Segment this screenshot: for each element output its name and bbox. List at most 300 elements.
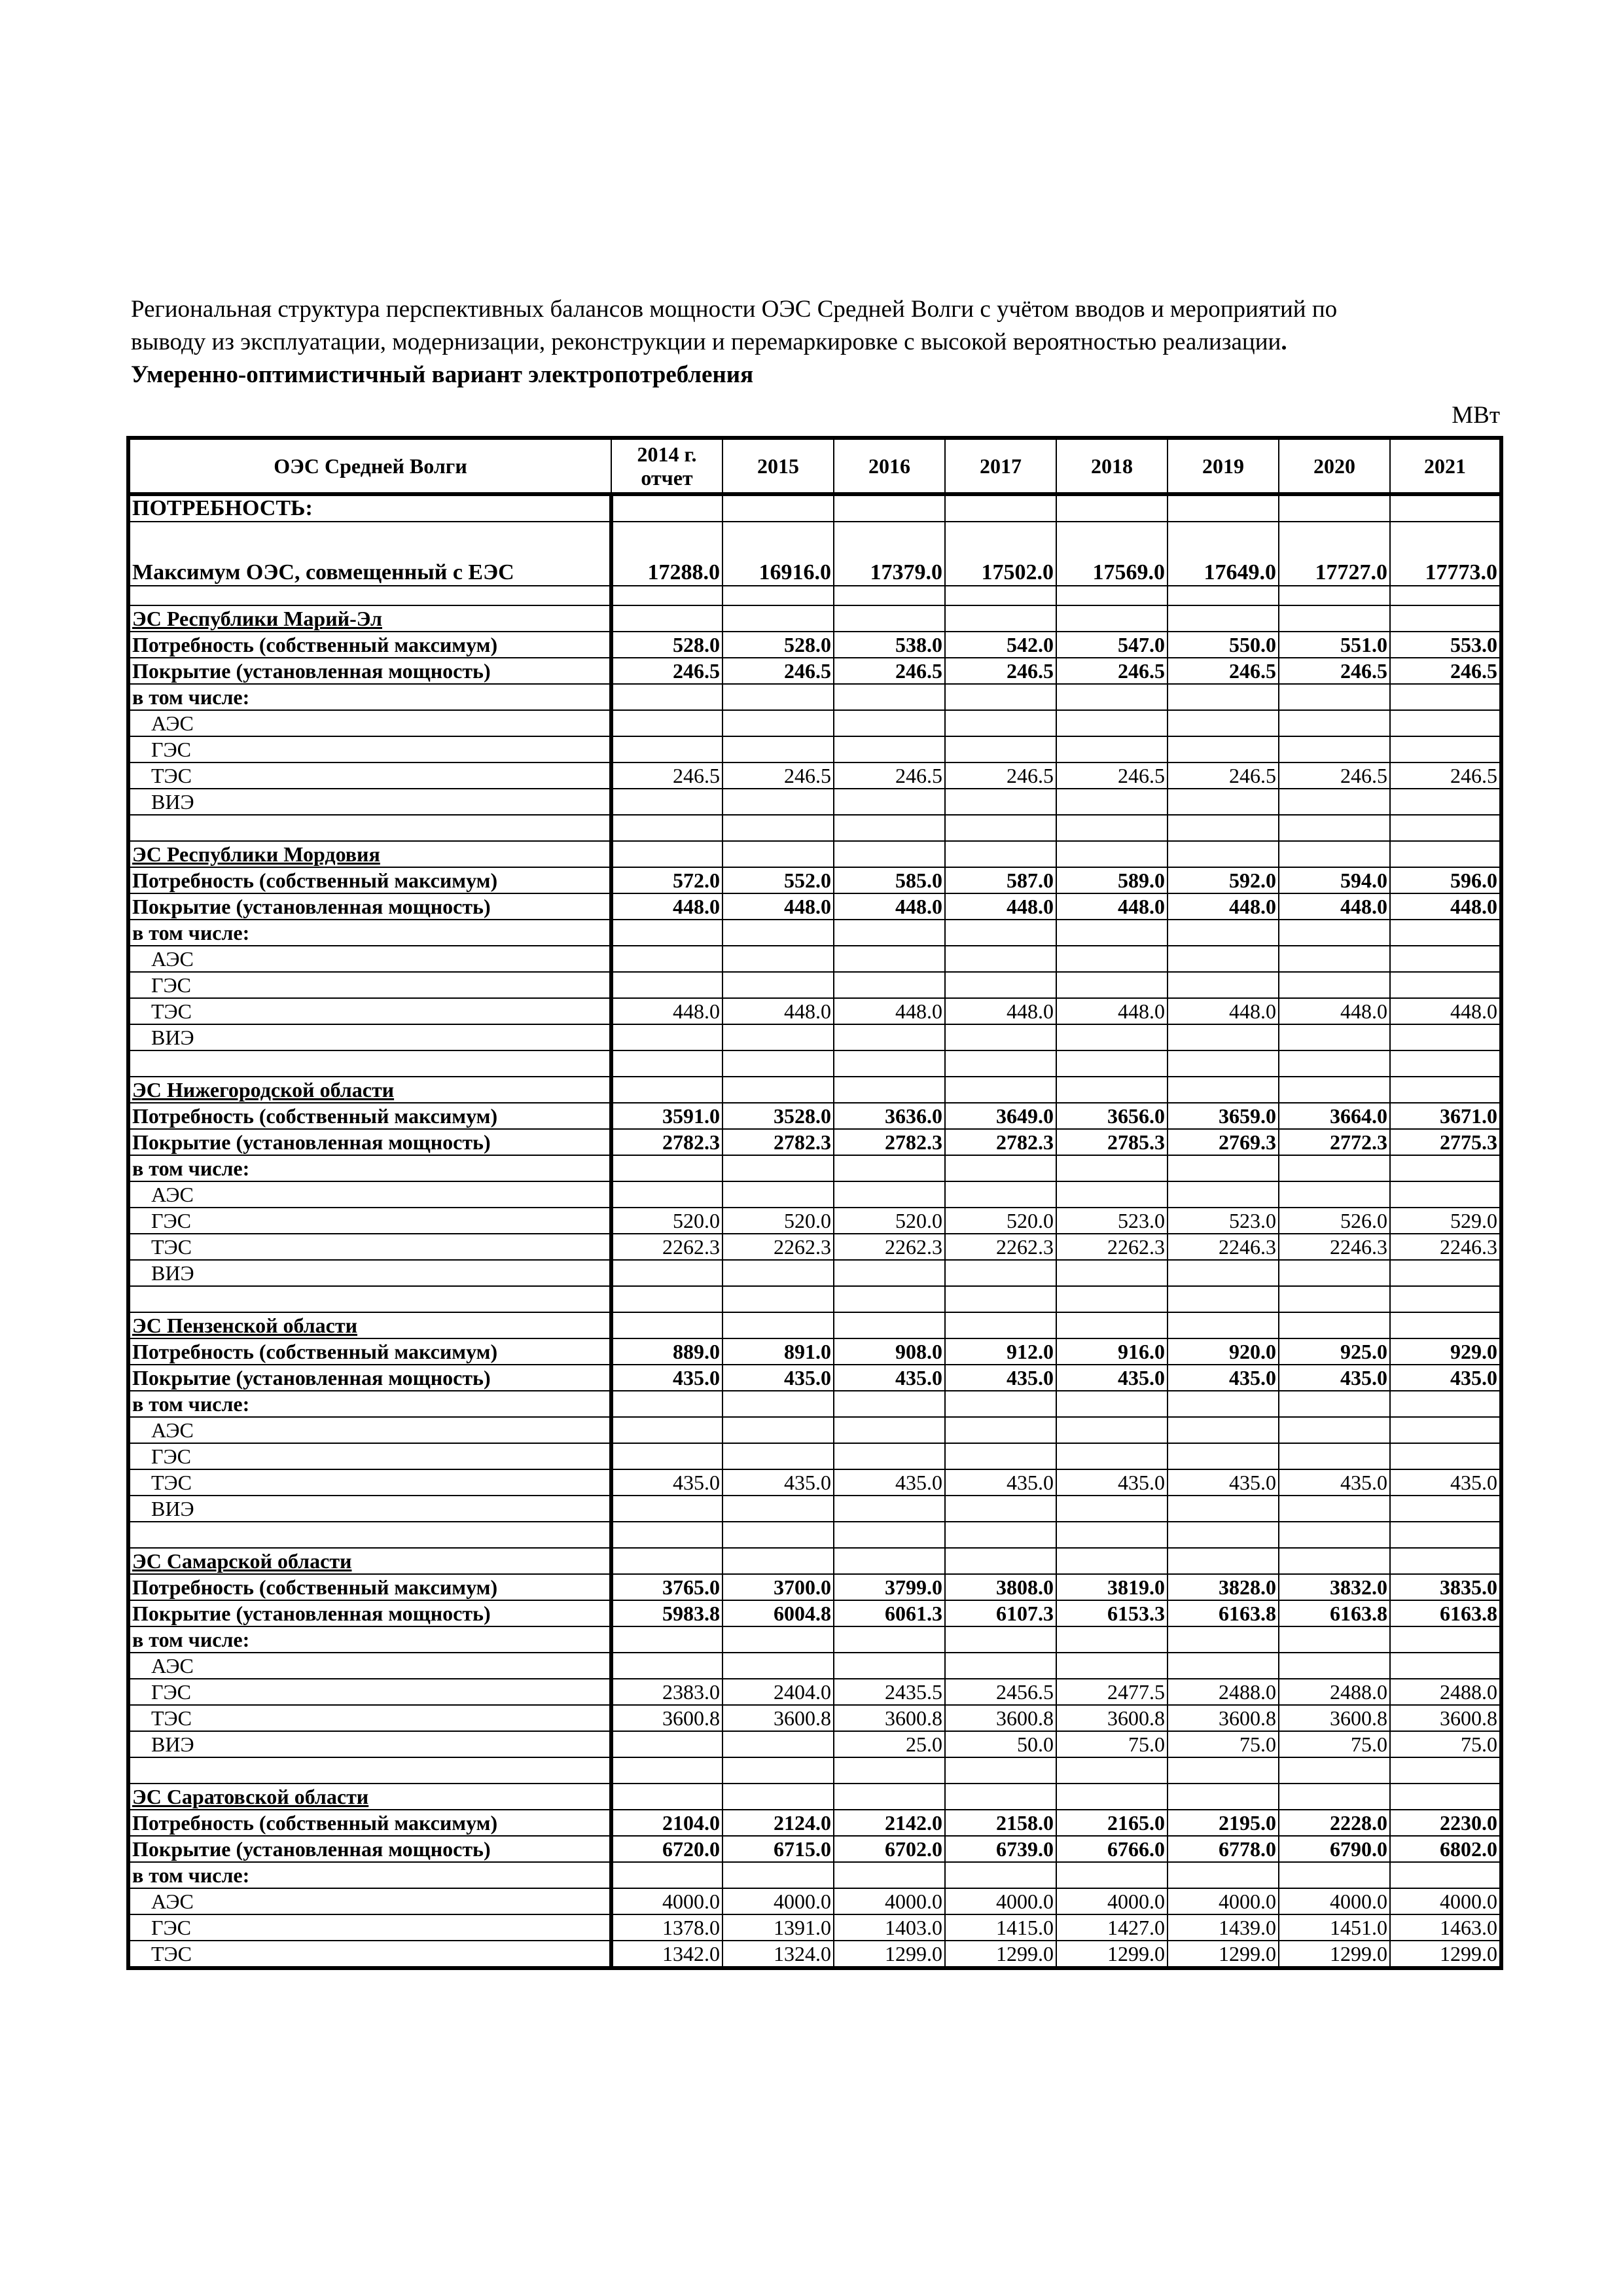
value-cell bbox=[945, 789, 1056, 815]
value-cell: 17379.0 bbox=[834, 522, 945, 586]
row-label: в том числе: bbox=[128, 1862, 611, 1888]
value-cell: 6004.8 bbox=[722, 1600, 834, 1626]
capacity-balance-table bbox=[126, 436, 1503, 1970]
value-cell: 6778.0 bbox=[1168, 1836, 1279, 1862]
value-cell bbox=[1279, 1548, 1390, 1574]
row-label: АЭС bbox=[128, 1653, 611, 1679]
value-cell: 2775.3 bbox=[1390, 1129, 1501, 1155]
value-cell bbox=[1168, 946, 1279, 972]
value-cell bbox=[1168, 1024, 1279, 1050]
value-cell: 3600.8 bbox=[834, 1705, 945, 1731]
value-cell bbox=[611, 1260, 722, 1286]
value-cell bbox=[722, 789, 834, 815]
value-cell bbox=[1279, 1260, 1390, 1286]
value-cell: 6766.0 bbox=[1056, 1836, 1168, 1862]
value-cell: 587.0 bbox=[945, 867, 1056, 893]
table-row bbox=[128, 1522, 1501, 1548]
value-cell: 3835.0 bbox=[1390, 1574, 1501, 1600]
value-cell bbox=[1390, 1784, 1501, 1810]
value-cell bbox=[1390, 1155, 1501, 1181]
value-cell: 526.0 bbox=[1279, 1208, 1390, 1234]
value-cell: 3671.0 bbox=[1390, 1103, 1501, 1129]
table-row bbox=[128, 1417, 1501, 1443]
value-cell: 4000.0 bbox=[1390, 1888, 1501, 1914]
value-cell bbox=[945, 1050, 1056, 1077]
table-row bbox=[128, 1469, 1501, 1496]
value-cell: 542.0 bbox=[945, 632, 1056, 658]
value-cell bbox=[1279, 1626, 1390, 1653]
value-cell: 6715.0 bbox=[722, 1836, 834, 1862]
value-cell bbox=[1056, 586, 1168, 605]
value-cell: 246.5 bbox=[1279, 762, 1390, 789]
table-row bbox=[128, 1679, 1501, 1705]
row-label: Потребность (собственный максимум) bbox=[128, 1338, 611, 1365]
row-label: ЭС Республики Марий-Эл bbox=[128, 605, 611, 632]
table-row bbox=[128, 494, 1501, 522]
value-cell bbox=[834, 1155, 945, 1181]
value-cell bbox=[722, 1784, 834, 1810]
value-cell: 3765.0 bbox=[611, 1574, 722, 1600]
row-label: в том числе: bbox=[128, 920, 611, 946]
value-cell: 2246.3 bbox=[1279, 1234, 1390, 1260]
value-cell bbox=[1390, 1050, 1501, 1077]
row-label: ВИЭ bbox=[128, 789, 611, 815]
value-cell: 16916.0 bbox=[722, 522, 834, 586]
caption-line-2-text: выводу из эксплуатации, модернизации, реконструкции и перемаркировке с высокой вероятностью реализации bbox=[131, 329, 1281, 355]
table-row bbox=[128, 522, 1501, 586]
value-cell bbox=[722, 1024, 834, 1050]
row-label: ЭС Саратовской области bbox=[128, 1784, 611, 1810]
value-cell bbox=[834, 815, 945, 841]
header-cell-year: 2020 bbox=[1279, 438, 1390, 494]
value-cell: 4000.0 bbox=[1168, 1888, 1279, 1914]
row-label: Покрытие (установленная мощность) bbox=[128, 1600, 611, 1626]
value-cell: 448.0 bbox=[722, 893, 834, 920]
value-cell: 2488.0 bbox=[1390, 1679, 1501, 1705]
value-cell bbox=[945, 1024, 1056, 1050]
value-cell bbox=[1056, 1496, 1168, 1522]
value-cell bbox=[1390, 841, 1501, 867]
value-cell: 2246.3 bbox=[1390, 1234, 1501, 1260]
value-cell bbox=[1279, 710, 1390, 736]
row-label: ТЭС bbox=[128, 1469, 611, 1496]
table-row bbox=[128, 1888, 1501, 1914]
value-cell bbox=[611, 1548, 722, 1574]
value-cell bbox=[1390, 1181, 1501, 1208]
value-cell: 4000.0 bbox=[1279, 1888, 1390, 1914]
value-cell bbox=[611, 1391, 722, 1417]
value-cell bbox=[611, 1626, 722, 1653]
value-cell: 3664.0 bbox=[1279, 1103, 1390, 1129]
value-cell bbox=[611, 1757, 722, 1784]
value-cell bbox=[834, 1050, 945, 1077]
value-cell: 1299.0 bbox=[1056, 1941, 1168, 1968]
value-cell bbox=[611, 1443, 722, 1469]
value-cell bbox=[1390, 494, 1501, 522]
value-cell: 25.0 bbox=[834, 1731, 945, 1757]
value-cell bbox=[722, 1260, 834, 1286]
value-cell bbox=[1390, 1496, 1501, 1522]
table-row bbox=[128, 1155, 1501, 1181]
row-label: Покрытие (установленная мощность) bbox=[128, 1129, 611, 1155]
value-cell: 3659.0 bbox=[1168, 1103, 1279, 1129]
value-cell: 538.0 bbox=[834, 632, 945, 658]
value-cell: 589.0 bbox=[1056, 867, 1168, 893]
row-label: ТЭС bbox=[128, 998, 611, 1024]
value-cell bbox=[1279, 1312, 1390, 1338]
value-cell: 3808.0 bbox=[945, 1574, 1056, 1600]
value-cell bbox=[722, 684, 834, 710]
value-cell: 6107.3 bbox=[945, 1600, 1056, 1626]
value-cell: 50.0 bbox=[945, 1731, 1056, 1757]
value-cell bbox=[1279, 1050, 1390, 1077]
value-cell bbox=[722, 586, 834, 605]
value-cell bbox=[1168, 1155, 1279, 1181]
value-cell: 4000.0 bbox=[722, 1888, 834, 1914]
row-label: ГЭС bbox=[128, 1679, 611, 1705]
value-cell bbox=[1168, 1784, 1279, 1810]
value-cell: 3649.0 bbox=[945, 1103, 1056, 1129]
value-cell bbox=[1168, 1548, 1279, 1574]
value-cell bbox=[945, 710, 1056, 736]
value-cell bbox=[1279, 586, 1390, 605]
table-row bbox=[128, 1260, 1501, 1286]
value-cell bbox=[1390, 1862, 1501, 1888]
table-row bbox=[128, 1914, 1501, 1941]
value-cell: 448.0 bbox=[1279, 893, 1390, 920]
row-label: ГЭС bbox=[128, 972, 611, 998]
value-cell: 6720.0 bbox=[611, 1836, 722, 1862]
value-cell bbox=[722, 1496, 834, 1522]
value-cell bbox=[1056, 1050, 1168, 1077]
value-cell: 246.5 bbox=[1168, 658, 1279, 684]
value-cell: 435.0 bbox=[1279, 1469, 1390, 1496]
value-cell: 929.0 bbox=[1390, 1338, 1501, 1365]
value-cell: 3700.0 bbox=[722, 1574, 834, 1600]
value-cell: 2785.3 bbox=[1056, 1129, 1168, 1155]
value-cell bbox=[722, 1417, 834, 1443]
value-cell: 550.0 bbox=[1168, 632, 1279, 658]
value-cell bbox=[1168, 1312, 1279, 1338]
value-cell bbox=[834, 920, 945, 946]
value-cell bbox=[1056, 1286, 1168, 1312]
value-cell bbox=[611, 920, 722, 946]
value-cell: 448.0 bbox=[945, 893, 1056, 920]
value-cell bbox=[1390, 1417, 1501, 1443]
value-cell bbox=[1056, 1312, 1168, 1338]
value-cell bbox=[1168, 1757, 1279, 1784]
value-cell bbox=[722, 1731, 834, 1757]
value-cell: 448.0 bbox=[611, 893, 722, 920]
value-cell bbox=[722, 1522, 834, 1548]
value-cell bbox=[1279, 736, 1390, 762]
value-cell bbox=[945, 1443, 1056, 1469]
value-cell: 6739.0 bbox=[945, 1836, 1056, 1862]
table-body bbox=[128, 494, 1501, 1968]
value-cell bbox=[834, 1260, 945, 1286]
value-cell: 3528.0 bbox=[722, 1103, 834, 1129]
value-cell bbox=[1056, 1391, 1168, 1417]
value-cell: 448.0 bbox=[1390, 893, 1501, 920]
value-cell bbox=[611, 1784, 722, 1810]
row-label: в том числе: bbox=[128, 1391, 611, 1417]
table-row bbox=[128, 1050, 1501, 1077]
row-label: Потребность (собственный максимум) bbox=[128, 867, 611, 893]
value-cell: 75.0 bbox=[1390, 1731, 1501, 1757]
row-label: АЭС bbox=[128, 1417, 611, 1443]
value-cell: 6802.0 bbox=[1390, 1836, 1501, 1862]
value-cell: 448.0 bbox=[834, 998, 945, 1024]
value-cell: 1299.0 bbox=[945, 1941, 1056, 1968]
table-row bbox=[128, 815, 1501, 841]
row-label: в том числе: bbox=[128, 1626, 611, 1653]
value-cell: 2230.0 bbox=[1390, 1810, 1501, 1836]
value-cell: 2488.0 bbox=[1168, 1679, 1279, 1705]
value-cell: 17649.0 bbox=[1168, 522, 1279, 586]
value-cell bbox=[1390, 815, 1501, 841]
value-cell bbox=[611, 736, 722, 762]
value-cell: 246.5 bbox=[1056, 762, 1168, 789]
row-label: Потребность (собственный максимум) bbox=[128, 632, 611, 658]
value-cell: 572.0 bbox=[611, 867, 722, 893]
row-label: Покрытие (установленная мощность) bbox=[128, 1365, 611, 1391]
value-cell bbox=[611, 1862, 722, 1888]
value-cell bbox=[1279, 1391, 1390, 1417]
value-cell: 6790.0 bbox=[1279, 1836, 1390, 1862]
value-cell: 520.0 bbox=[722, 1208, 834, 1234]
value-cell: 529.0 bbox=[1390, 1208, 1501, 1234]
value-cell bbox=[722, 494, 834, 522]
table-row bbox=[128, 684, 1501, 710]
value-cell bbox=[1056, 1653, 1168, 1679]
header-cell-year: 2019 bbox=[1168, 438, 1279, 494]
value-cell bbox=[834, 1496, 945, 1522]
value-cell: 2262.3 bbox=[611, 1234, 722, 1260]
value-cell bbox=[1390, 710, 1501, 736]
value-cell bbox=[722, 1391, 834, 1417]
value-cell bbox=[1279, 1653, 1390, 1679]
value-cell bbox=[945, 1626, 1056, 1653]
value-cell bbox=[1056, 1077, 1168, 1103]
value-cell bbox=[1279, 815, 1390, 841]
value-cell: 520.0 bbox=[611, 1208, 722, 1234]
value-cell bbox=[611, 605, 722, 632]
value-cell bbox=[1056, 1024, 1168, 1050]
table-row bbox=[128, 1862, 1501, 1888]
value-cell: 17288.0 bbox=[611, 522, 722, 586]
value-cell: 891.0 bbox=[722, 1338, 834, 1365]
value-cell bbox=[1390, 1653, 1501, 1679]
value-cell: 1299.0 bbox=[834, 1941, 945, 1968]
row-label: АЭС bbox=[128, 1888, 611, 1914]
value-cell bbox=[1279, 1522, 1390, 1548]
table-row bbox=[128, 1103, 1501, 1129]
value-cell bbox=[1390, 736, 1501, 762]
row-label: ЭС Самарской области bbox=[128, 1548, 611, 1574]
value-cell bbox=[834, 1024, 945, 1050]
value-cell bbox=[945, 736, 1056, 762]
value-cell bbox=[1168, 1077, 1279, 1103]
value-cell bbox=[1168, 1496, 1279, 1522]
value-cell bbox=[1168, 710, 1279, 736]
value-cell bbox=[722, 841, 834, 867]
row-label: АЭС bbox=[128, 946, 611, 972]
value-cell: 17773.0 bbox=[1390, 522, 1501, 586]
value-cell: 435.0 bbox=[611, 1365, 722, 1391]
value-cell bbox=[1056, 684, 1168, 710]
value-cell bbox=[1056, 815, 1168, 841]
row-label: ПОТРЕБНОСТЬ: bbox=[128, 494, 611, 522]
value-cell: 246.5 bbox=[722, 658, 834, 684]
value-cell bbox=[945, 1391, 1056, 1417]
value-cell bbox=[611, 1312, 722, 1338]
value-cell: 6061.3 bbox=[834, 1600, 945, 1626]
table-row bbox=[128, 1129, 1501, 1155]
value-cell: 1403.0 bbox=[834, 1914, 945, 1941]
value-cell: 4000.0 bbox=[945, 1888, 1056, 1914]
value-cell bbox=[945, 1260, 1056, 1286]
value-cell bbox=[1279, 1417, 1390, 1443]
table-row bbox=[128, 998, 1501, 1024]
value-cell: 75.0 bbox=[1279, 1731, 1390, 1757]
table-row bbox=[128, 586, 1501, 605]
row-label: ВИЭ bbox=[128, 1496, 611, 1522]
value-cell bbox=[611, 684, 722, 710]
value-cell bbox=[834, 1417, 945, 1443]
row-label: Максимум ОЭС, совмещенный с ЕЭС bbox=[128, 522, 611, 586]
value-cell: 448.0 bbox=[611, 998, 722, 1024]
header-cell-year: 2018 bbox=[1056, 438, 1168, 494]
value-cell bbox=[1056, 710, 1168, 736]
value-cell bbox=[834, 946, 945, 972]
value-cell: 246.5 bbox=[611, 762, 722, 789]
value-cell: 551.0 bbox=[1279, 632, 1390, 658]
header-cell-year: 2014 г. отчет bbox=[611, 438, 722, 494]
value-cell: 916.0 bbox=[1056, 1338, 1168, 1365]
value-cell bbox=[1056, 1181, 1168, 1208]
value-cell: 6153.3 bbox=[1056, 1600, 1168, 1626]
value-cell bbox=[611, 972, 722, 998]
value-cell: 908.0 bbox=[834, 1338, 945, 1365]
value-cell bbox=[611, 586, 722, 605]
value-cell: 448.0 bbox=[1390, 998, 1501, 1024]
value-cell bbox=[945, 1181, 1056, 1208]
value-cell bbox=[611, 1731, 722, 1757]
row-label: ГЭС bbox=[128, 1914, 611, 1941]
row-label: Покрытие (установленная мощность) bbox=[128, 893, 611, 920]
value-cell: 246.5 bbox=[722, 762, 834, 789]
table-header-row bbox=[128, 438, 1501, 494]
table-row bbox=[128, 1496, 1501, 1522]
value-cell bbox=[722, 1443, 834, 1469]
value-cell bbox=[1390, 972, 1501, 998]
value-cell bbox=[1390, 946, 1501, 972]
table-row bbox=[128, 1443, 1501, 1469]
value-cell: 246.5 bbox=[1279, 658, 1390, 684]
value-cell: 448.0 bbox=[1279, 998, 1390, 1024]
table-row bbox=[128, 1574, 1501, 1600]
value-cell bbox=[1168, 1522, 1279, 1548]
value-cell bbox=[1168, 736, 1279, 762]
table-row bbox=[128, 893, 1501, 920]
value-cell bbox=[945, 920, 1056, 946]
caption-line-3: Умеренно-оптимистичный вариант электропотребления bbox=[131, 361, 754, 388]
value-cell bbox=[945, 684, 1056, 710]
value-cell bbox=[1279, 1443, 1390, 1469]
table-row bbox=[128, 1391, 1501, 1417]
value-cell bbox=[1168, 1391, 1279, 1417]
table-row bbox=[128, 1181, 1501, 1208]
table-row bbox=[128, 1705, 1501, 1731]
value-cell: 246.5 bbox=[1168, 762, 1279, 789]
value-cell: 2228.0 bbox=[1279, 1810, 1390, 1836]
value-cell bbox=[611, 815, 722, 841]
header-cell-name: ОЭС Средней Волги bbox=[128, 438, 611, 494]
value-cell: 3828.0 bbox=[1168, 1574, 1279, 1600]
value-cell: 2782.3 bbox=[611, 1129, 722, 1155]
value-cell: 2488.0 bbox=[1279, 1679, 1390, 1705]
row-label: ВИЭ bbox=[128, 1024, 611, 1050]
value-cell bbox=[722, 1548, 834, 1574]
value-cell bbox=[1168, 815, 1279, 841]
value-cell: 1299.0 bbox=[1279, 1941, 1390, 1968]
value-cell bbox=[611, 1417, 722, 1443]
value-cell bbox=[611, 1181, 722, 1208]
value-cell bbox=[1279, 1077, 1390, 1103]
value-cell bbox=[945, 1784, 1056, 1810]
value-cell bbox=[611, 1522, 722, 1548]
value-cell bbox=[945, 815, 1056, 841]
row-label: ТЭС bbox=[128, 1234, 611, 1260]
table-row bbox=[128, 867, 1501, 893]
value-cell: 435.0 bbox=[1168, 1365, 1279, 1391]
value-cell: 2772.3 bbox=[1279, 1129, 1390, 1155]
table-row bbox=[128, 1286, 1501, 1312]
value-cell bbox=[1390, 1312, 1501, 1338]
value-cell: 246.5 bbox=[945, 658, 1056, 684]
value-cell bbox=[1279, 841, 1390, 867]
row-label: ГЭС bbox=[128, 1208, 611, 1234]
value-cell: 4000.0 bbox=[1056, 1888, 1168, 1914]
value-cell bbox=[1279, 1496, 1390, 1522]
value-cell bbox=[1390, 1626, 1501, 1653]
value-cell bbox=[1056, 1548, 1168, 1574]
value-cell bbox=[945, 1286, 1056, 1312]
value-cell bbox=[1390, 1391, 1501, 1417]
value-cell bbox=[945, 1312, 1056, 1338]
value-cell: 912.0 bbox=[945, 1338, 1056, 1365]
value-cell bbox=[1056, 1862, 1168, 1888]
value-cell bbox=[1168, 684, 1279, 710]
value-cell bbox=[1390, 1548, 1501, 1574]
value-cell bbox=[722, 1312, 834, 1338]
value-cell: 3636.0 bbox=[834, 1103, 945, 1129]
value-cell bbox=[1056, 1443, 1168, 1469]
table-row bbox=[128, 1757, 1501, 1784]
caption-line-1: Региональная структура перспективных балансов мощности ОЭС Средней Волги с учётом вводов и мероприятий по bbox=[131, 296, 1338, 323]
value-cell: 4000.0 bbox=[611, 1888, 722, 1914]
value-cell: 592.0 bbox=[1168, 867, 1279, 893]
value-cell bbox=[722, 1653, 834, 1679]
value-cell bbox=[611, 1653, 722, 1679]
value-cell bbox=[1279, 920, 1390, 946]
value-cell bbox=[1056, 1784, 1168, 1810]
row-label bbox=[128, 586, 611, 605]
value-cell bbox=[945, 1417, 1056, 1443]
value-cell: 6163.8 bbox=[1279, 1600, 1390, 1626]
value-cell bbox=[1056, 920, 1168, 946]
row-label: Потребность (собственный максимум) bbox=[128, 1574, 611, 1600]
